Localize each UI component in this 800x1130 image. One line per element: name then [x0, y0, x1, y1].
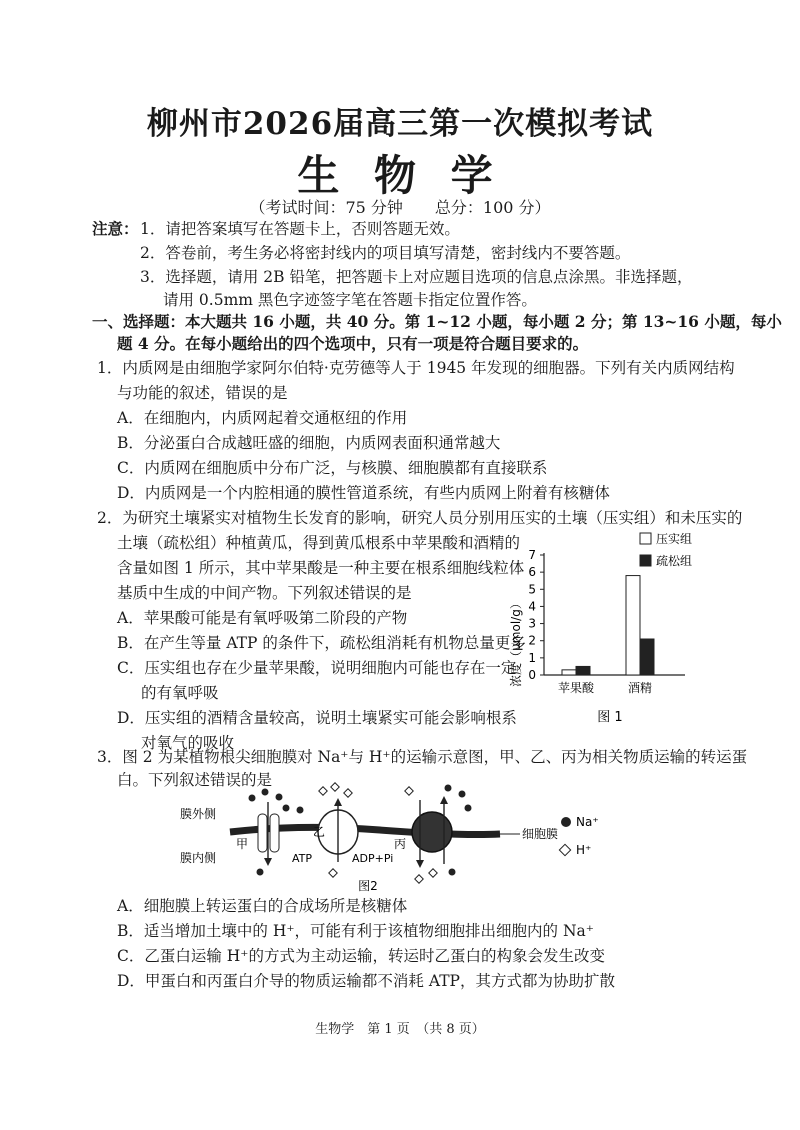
q1-stem-1: 1．内质网是由细胞学家阿尔伯特·克劳德等人于 1945 年发现的细胞器。下列有关内质网结构 [97, 359, 735, 377]
h-legend-label: H⁺ [576, 843, 592, 857]
na-ion [249, 795, 256, 802]
q1-option-b: B．分泌蛋白合成越旺盛的细胞，内质网表面积通常越大 [117, 434, 501, 452]
note-3-cont: 请用 0.5mm 黑色字迹签字笔在答题卡指定位置作答。 [163, 291, 537, 309]
q2-stem-4: 基质中生成的中间产物。下列叙述错误的是 [117, 584, 412, 602]
protein-jia-left [258, 814, 267, 852]
h-ion [331, 783, 339, 791]
label-outside: 膜外侧 [180, 807, 217, 821]
q2-option-a: A．苹果酸可能是有氧呼吸第二阶段的产物 [117, 609, 408, 627]
q2-stem-3: 含量如图 1 所示，其中苹果酸是一种主要在根系细胞线粒体 [117, 559, 525, 577]
label-atp: ATP [292, 852, 313, 865]
na-legend-label: Na⁺ [576, 815, 599, 829]
h-ion [429, 869, 437, 877]
na-ion [445, 785, 452, 792]
label-jia: 甲 [236, 837, 249, 851]
label-inside: 膜内侧 [180, 851, 217, 865]
figure-1-chart [500, 525, 710, 730]
section1-line1: 一、选择题：本大题共 16 小题，共 40 分。第 1~12 小题，每小题 2 分；第 13~16 小题，每小 [92, 312, 782, 331]
label-membrane: 细胞膜 [522, 827, 559, 841]
q2-option-d-1: D．压实组的酒精含量较高，说明土壤紧实可能会影响根系 [117, 709, 517, 727]
h-ion [329, 869, 337, 877]
y-tick-label: 1 [528, 650, 536, 665]
bar-loose-1 [640, 639, 654, 675]
q3-option-d: D．甲蛋白和丙蛋白介导的物质运输都不消耗 ATP，其方式都为协助扩散 [117, 972, 615, 990]
protein-jia-right [270, 814, 279, 852]
q1-option-c: C．内质网在细胞质中分布广泛，与核膜、细胞膜都有直接联系 [117, 459, 548, 477]
y-tick-label: 5 [528, 582, 536, 597]
h-ion [319, 787, 327, 795]
y-tick-label: 4 [528, 599, 536, 614]
note-3: 3．选择题，请用 2B 铅笔，把答题卡上对应题目选项的信息点涂黑。非选择题， [140, 268, 693, 286]
na-legend-icon [561, 817, 571, 827]
subject-title: 生 物 学 [297, 151, 503, 200]
section1-line2: 题 4 分。在每小题给出的四个选项中，只有一项是符合题目要求的。 [117, 334, 589, 353]
na-ion [276, 794, 283, 801]
q1-option-d: D．内质网是一个内腔相通的膜性管道系统，有些内质网上附着有核糖体 [117, 484, 610, 502]
na-ion [257, 869, 264, 876]
protein-bing [412, 812, 452, 852]
note-2: 2．答卷前，考生务必将密封线内的项目填写清楚，密封线内不要答题。 [140, 244, 631, 262]
note-1: 1．请把答案填写在答题卡上，否则答题无效。 [140, 220, 460, 238]
exam-title: 柳州市2026届高三第一次模拟考试 [146, 106, 654, 142]
q1-stem-2: 与功能的叙述，错误的是 [117, 384, 288, 402]
h-ion [344, 789, 352, 797]
na-ion [465, 805, 472, 812]
na-ion [283, 805, 290, 812]
chart-caption: 图 1 [597, 710, 623, 725]
q2-option-c-2: 的有氧呼吸 [141, 684, 219, 702]
legend-swatch [640, 533, 651, 544]
bing-arrow-out-head [440, 796, 448, 804]
label-bing: 丙 [394, 837, 407, 851]
x-category-label: 苹果酸 [557, 681, 595, 695]
na-ion [449, 869, 456, 876]
q1-option-a: A．在细胞内，内质网起着交通枢纽的作用 [117, 409, 408, 427]
figure-2-membrane-diagram [180, 780, 620, 895]
label-yi: 乙 [313, 825, 326, 839]
bar-loose-0 [576, 666, 590, 675]
h-legend-icon [559, 844, 570, 855]
y-tick-label: 6 [528, 565, 536, 580]
legend-label: 疏松组 [656, 554, 693, 568]
bing-arrow-in-head [416, 860, 424, 868]
q3-stem-1: 3．图 2 为某植物根尖细胞膜对 Na⁺与 H⁺的运输示意图，甲、乙、丙为相关物质运输的转运蛋 [97, 748, 748, 766]
q2-option-d-2: 对氧气的吸收 [141, 734, 235, 752]
q3-option-a: A．细胞膜上转运蛋白的合成场所是核糖体 [117, 897, 408, 915]
q2-option-b: B．在产生等量 ATP 的条件下，疏松组消耗有机物总量更多 [117, 634, 526, 652]
y-tick-label: 7 [528, 548, 536, 562]
h-ion [405, 787, 413, 795]
y-tick-label: 3 [528, 616, 536, 631]
h-ion [415, 875, 423, 883]
na-ion [459, 791, 466, 798]
page-footer: 生物学 第 1 页 （共 8 页） [315, 1022, 485, 1037]
legend-swatch [640, 555, 651, 566]
q3-option-c: C．乙蛋白运输 H⁺的方式为主动运输，转运时乙蛋白的构象会发生改变 [117, 947, 605, 965]
na-ion [262, 789, 269, 796]
q3-option-b: B．适当增加土壤中的 H⁺，可能有利于该植物细胞排出细胞内的 Na⁺ [117, 922, 594, 940]
q3-stem-2: 白。下列叙述错误的是 [117, 771, 273, 789]
y-tick-label: 2 [528, 633, 536, 648]
na-ion [297, 807, 304, 814]
x-category-label: 酒精 [627, 681, 653, 695]
q2-stem-1: 2．为研究土壤紧实对植物生长发育的影响，研究人员分别用压实的土壤（压实组）和未压实的 [97, 509, 743, 527]
figure-2-caption: 图2 [358, 879, 378, 893]
y-tick-label: 0 [528, 668, 536, 682]
q2-stem-2: 土壤（疏松组）种植黄瓜，得到黄瓜根系中苹果酸和酒精的 [117, 534, 521, 552]
jia-arrow-head [264, 858, 272, 866]
q2-option-c-1: C．压实组也存在少量苹果酸，说明细胞内可能也存在一定 [117, 659, 517, 677]
legend-label: 压实组 [656, 532, 693, 546]
notes-label: 注意： [92, 219, 139, 238]
yi-arrow-head [334, 798, 342, 806]
bar-compacted-0 [562, 670, 576, 675]
exam-info: （考试时间：75 分钟 总分：100 分） [249, 198, 551, 217]
bar-compacted-1 [626, 576, 640, 675]
label-adp: ADP+Pi [352, 852, 394, 865]
chart-y-axis-label: 浓度（μmol/g） [509, 597, 523, 687]
